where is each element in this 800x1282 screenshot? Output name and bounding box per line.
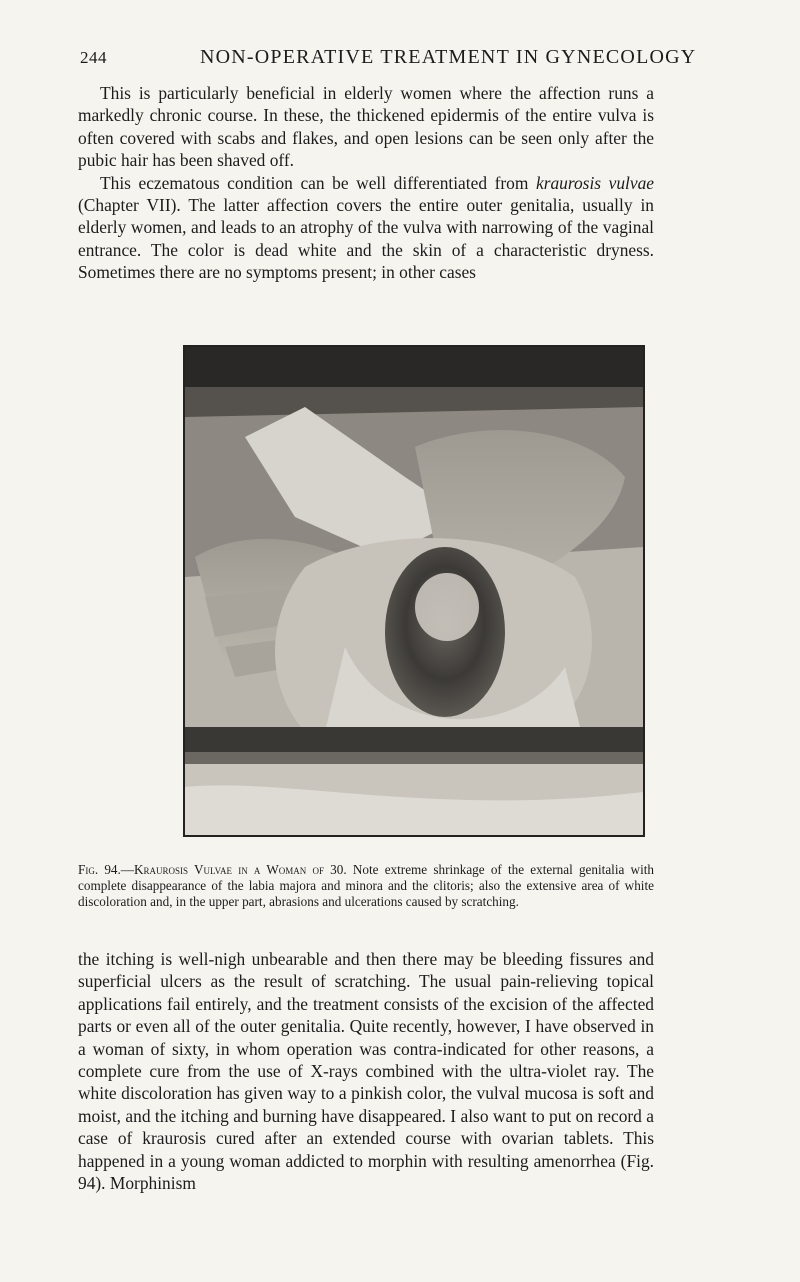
- running-head: NON-OPERATIVE TREATMENT IN GYNECOLOGY: [200, 46, 697, 68]
- body-text-top: [78, 82, 654, 284]
- paragraph: the itching is well-nigh unbearable and then there may be bleeding fissures and superficial ulcers as the result of scratching. The usual pain-relieving topical applications fail entirely, and the treatment consists of the excision of the affected parts or even all of the outer genitalia. Quite recently, however, I have observed in a woman of sixty, in whom operation was contra-indicated for other reasons, a complete cure from the use of X-rays combined with the ultra-violet ray. The white discoloration has given way to a pinkish color, the vulval mucosa is soft and moist, and the itching and burning have disappeared. I also want to put on record a case of kraurosis cured after an extended course with ovarian tablets. This happened in a young woman addicted to morphin with resulting amenorrhea (Fig. 94). Morphinism: [78, 949, 654, 1194]
- paragraph: This is particularly beneficial in elderly women where the affection runs a markedly chronic course. In these, the thickened epidermis of the entire vulva is often covered with scabs and flakes, and open lesions can be seen only after the pubic hair has been shaved off.: [78, 83, 654, 171]
- body-text-bottom: [78, 948, 654, 1194]
- emphasis-term: kraurosis vulvae: [535, 172, 655, 193]
- photograph-illustration: [185, 347, 643, 835]
- caption-text: Note extreme shrinkage of the external genitalia with complete disappearance of the labia majora and minora and the clitoris; also the extensive area of white discoloration and, in the upper part, abrasions and ulcerations caused by scratching.: [78, 862, 654, 909]
- figure-caption: [78, 862, 654, 910]
- paragraph: [78, 172, 654, 284]
- text-run: (Chapter VII). The latter affection covers the entire outer genitalia, usually in elderly women, and leads to an atrophy of the vulva with narrowing of the vaginal entrance. The color is dead white and the skin of a characteristic dryness. Sometimes there are no symptoms present; in other cases: [78, 195, 654, 283]
- caption-label: Fig. 94.—Kraurosis Vulvae in a Woman of 30.: [78, 862, 347, 877]
- figure-photograph: [183, 345, 645, 837]
- page-number: 244: [80, 48, 107, 67]
- text-run: This eczematous condition can be well differentiated from: [100, 172, 536, 193]
